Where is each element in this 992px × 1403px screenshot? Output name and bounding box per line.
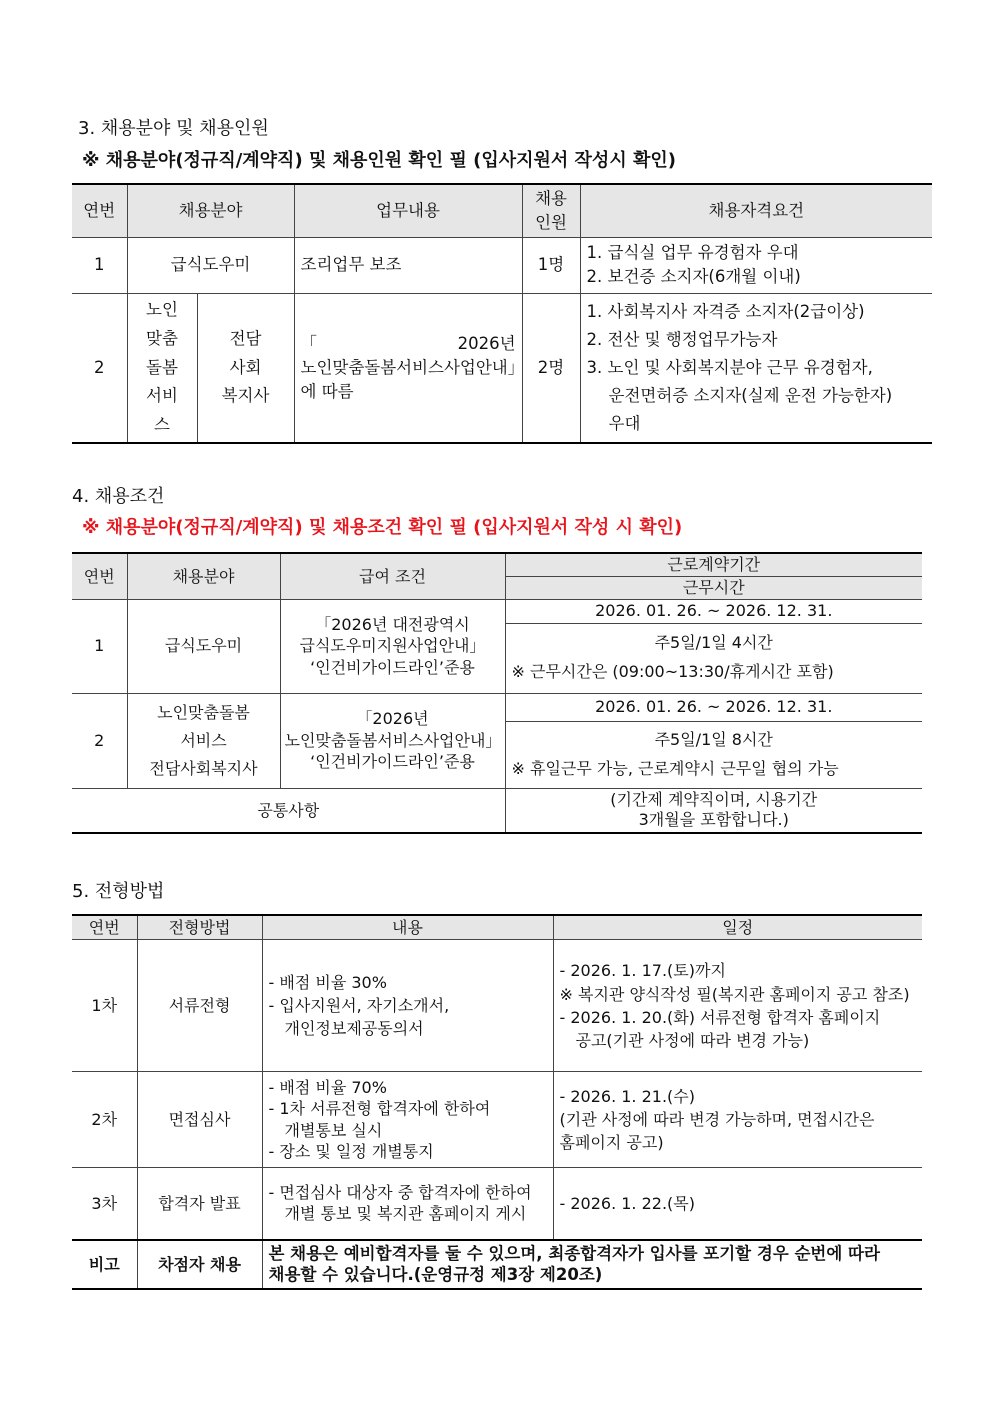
row-no: 2: [72, 293, 127, 443]
row-hours: [505, 623, 922, 693]
section3-note: ※ 채용분야(정규직/계약직) 및 채용인원 확인 필 (입사지원서 작성시 확인): [82, 150, 676, 171]
header-field: 채용분야: [127, 184, 294, 237]
table-header-row: [72, 915, 922, 940]
hours-note: ※ 근무시간은 (09:00~13:30/휴게시간 포함): [511, 662, 834, 682]
schedule-item: ※ 복지관 양식작성 필(복지관 홈페이지 공고 참조): [559, 984, 910, 1004]
header-hours: 근무시간: [505, 576, 922, 599]
qual-item: 2. 보건증 소지자(6개월 이내): [586, 267, 801, 287]
row-field: 급식도우미: [127, 237, 294, 293]
row-method: 면접심사: [137, 1072, 262, 1168]
table-row: [72, 1072, 922, 1168]
header-period: 근로계약기간: [505, 553, 922, 576]
row-no: 2차: [72, 1072, 137, 1168]
row-no: 1: [72, 599, 127, 693]
row-field: 급식도우미: [127, 599, 280, 693]
hours-value: 주5일/1일 4시간: [654, 633, 773, 653]
qual-item: 1. 급식실 업무 유경험자 우대: [586, 243, 799, 263]
header-field: 채용분야: [127, 553, 280, 599]
schedule-item: - 2026. 1. 20.(화) 서류전형 합격자 홈페이지 공고(기관 사정에 따라 변경 가능): [559, 1007, 881, 1050]
content-item: - 배점 비율 30%: [268, 972, 387, 992]
row-pay: 「2026년 대전광역시 급식도우미지원사업안내」 ‘인건비가이드라인’준용: [280, 599, 505, 693]
hours-note: ※ 휴일근무 가능, 근로계약시 근무일 협의 가능: [511, 758, 839, 778]
row-schedule: [553, 1072, 922, 1168]
remark-text: 본 채용은 예비합격자를 둘 수 있으며, 최종합격자가 입사를 포기할 경우 순번에 따라 채용할 수 있습니다.(운영규정 제3장 제20조): [262, 1240, 922, 1289]
header-count: 채용 인원: [522, 184, 580, 237]
row-schedule: [553, 1168, 922, 1240]
header-qual: 채용자격요건: [580, 184, 932, 237]
row-field-a: 노인 맞춤 돌봄 서비 스: [127, 293, 197, 443]
content-item: - 입사지원서, 자기소개서, 개인정보제공동의서: [268, 996, 450, 1039]
row-quals: [580, 237, 932, 293]
content-item: - 1차 서류전형 합격자에 한하여 개별통보 실시: [268, 1099, 491, 1140]
schedule-item: - 2026. 1. 21.(수): [559, 1086, 695, 1106]
header-method: 전형방법: [137, 915, 262, 940]
selection-table: [72, 914, 922, 1290]
section3-title: 3. 채용분야 및 채용인원: [78, 118, 269, 139]
header-schedule: 일정: [553, 915, 922, 940]
row-quals: [580, 293, 932, 443]
row-no: 3차: [72, 1168, 137, 1240]
table-header-row: [72, 184, 932, 237]
table-row: [72, 293, 932, 443]
content-item: - 면접심사 대상자 중 합격자에 한하여 개별 통보 및 복지관 홈페이지 게시: [268, 1182, 532, 1224]
common-text: (기간제 계약직이며, 시용기간 3개월을 포함합니다.): [505, 788, 922, 833]
table-row: [72, 1168, 922, 1240]
row-duty: 조리업무 보조: [294, 237, 522, 293]
remark-row: [72, 1240, 922, 1289]
section5-title: 5. 전형방법: [72, 881, 165, 902]
header-pay: 급여 조건: [280, 553, 505, 599]
table-row: [72, 693, 922, 721]
header-no: 연번: [72, 915, 137, 940]
row-no: 1: [72, 237, 127, 293]
row-duty: 「2026년 노인맞춤돌봄서비스사업안내」에 따름: [294, 293, 522, 443]
row-content: [262, 940, 553, 1072]
recruitment-table: [72, 183, 932, 444]
content-item: - 배점 비율 70%: [268, 1077, 387, 1097]
header-no: 연번: [72, 184, 127, 237]
row-schedule: [553, 940, 922, 1072]
conditions-table: [72, 552, 922, 834]
remark-label: 비고: [72, 1240, 137, 1289]
section4-title: 4. 채용조건: [72, 486, 165, 507]
content-item: - 장소 및 일정 개별통지: [268, 1142, 434, 1162]
row-content: [262, 1072, 553, 1168]
common-row: [72, 788, 922, 833]
header-duty: 업무내용: [294, 184, 522, 237]
row-pay: 「2026년 노인맞춤돌봄서비스사업안내」 ‘인건비가이드라인’준용: [280, 693, 505, 788]
table-row: [72, 599, 922, 623]
row-period: 2026. 01. 26. ~ 2026. 12. 31.: [505, 599, 922, 623]
qual-item: 3. 노인 및 사회복지분야 근무 유경험자, 운전면허증 소지자(실제 운전 가능한자) 우대: [586, 358, 893, 434]
schedule-item: - 2026. 1. 17.(토)까지: [559, 961, 726, 981]
row-no: 2: [72, 693, 127, 788]
row-count: 2명: [522, 293, 580, 443]
row-no: 1차: [72, 940, 137, 1072]
table-row: [72, 237, 932, 293]
row-count: 1명: [522, 237, 580, 293]
section4-note: ※ 채용분야(정규직/계약직) 및 채용조건 확인 필 (입사지원서 작성 시 확인): [82, 517, 683, 538]
row-field-b: 전담 사회 복지사: [197, 293, 294, 443]
qual-item: 2. 전산 및 행정업무가능자: [586, 329, 778, 349]
schedule-item: (기관 사정에 따라 변경 가능하며, 면접시간은 홈페이지 공고): [559, 1110, 875, 1153]
header-content: 내용: [262, 915, 553, 940]
table-row: [72, 940, 922, 1072]
header-no: 연번: [72, 553, 127, 599]
row-method: 합격자 발표: [137, 1168, 262, 1240]
qual-item: 1. 사회복지사 자격증 소지자(2급이상): [586, 301, 865, 321]
hours-value: 주5일/1일 8시간: [654, 729, 773, 749]
remark-method: 차점자 채용: [137, 1240, 262, 1289]
table-header-row: [72, 553, 922, 576]
row-content: [262, 1168, 553, 1240]
common-label: 공통사항: [72, 788, 505, 833]
row-hours: [505, 721, 922, 788]
row-period: 2026. 01. 26. ~ 2026. 12. 31.: [505, 693, 922, 721]
row-field: 노인맞춤돌봄 서비스 전담사회복지사: [127, 693, 280, 788]
row-method: 서류전형: [137, 940, 262, 1072]
schedule-item: - 2026. 1. 22.(목): [559, 1193, 695, 1213]
